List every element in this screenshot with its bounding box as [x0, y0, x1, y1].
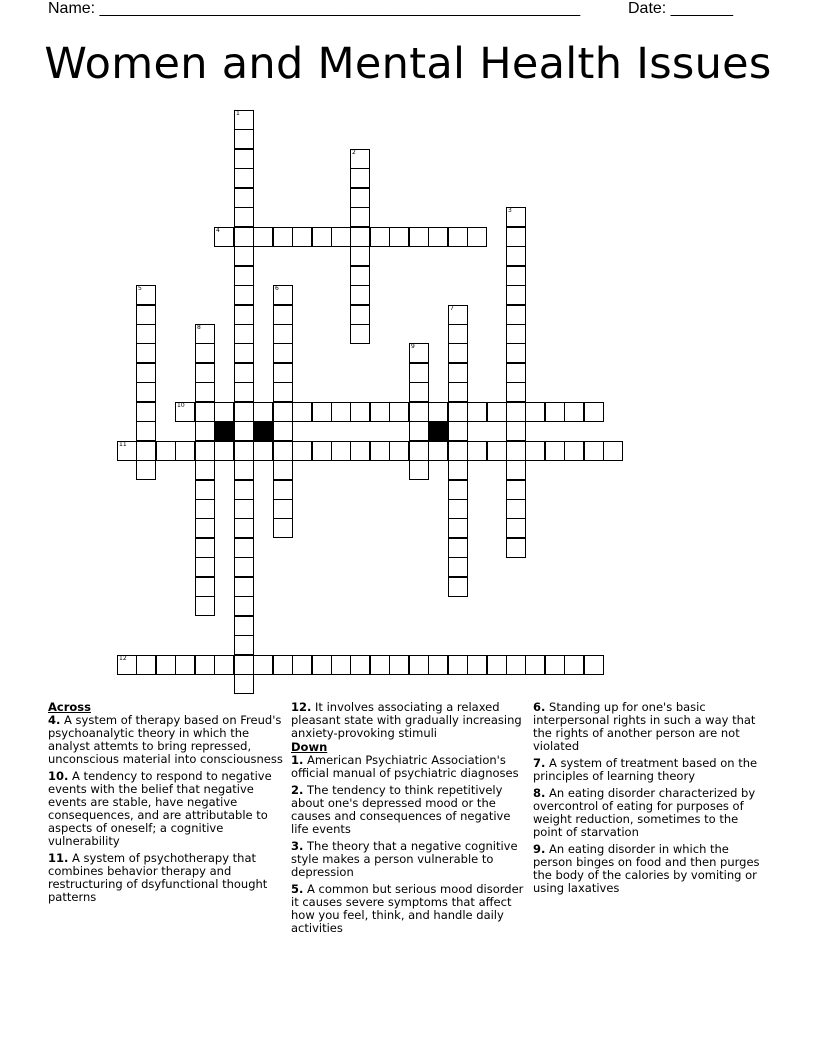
- answer-cell[interactable]: [156, 655, 176, 675]
- answer-cell[interactable]: [195, 577, 215, 597]
- answer-cell[interactable]: [117, 441, 137, 461]
- answer-cell[interactable]: [525, 402, 545, 422]
- answer-cell[interactable]: [234, 441, 254, 461]
- clue-across-4: [48, 714, 284, 766]
- answer-cell[interactable]: [545, 655, 565, 675]
- clue-text: American Psychiatric Association's official manual of psychiatric diagnoses: [291, 753, 519, 780]
- answer-cell[interactable]: [331, 441, 351, 461]
- answer-cell[interactable]: [195, 441, 215, 461]
- answer-cell[interactable]: [195, 655, 215, 675]
- answer-cell[interactable]: [214, 227, 234, 247]
- answer-cell[interactable]: [350, 285, 370, 305]
- answer-cell[interactable]: [409, 402, 429, 422]
- answer-cell[interactable]: [448, 402, 468, 422]
- answer-cell[interactable]: [370, 402, 390, 422]
- answer-cell[interactable]: [448, 538, 468, 558]
- answer-cell[interactable]: [234, 518, 254, 538]
- answer-cell[interactable]: [175, 441, 195, 461]
- answer-cell[interactable]: [234, 480, 254, 500]
- answer-cell[interactable]: [273, 227, 293, 247]
- clue-number-label: 3: [508, 207, 512, 214]
- answer-cell[interactable]: [234, 616, 254, 636]
- answer-cell[interactable]: [370, 441, 390, 461]
- clue-down-7: [533, 757, 769, 783]
- answer-cell[interactable]: [273, 480, 293, 500]
- answer-cell[interactable]: [312, 655, 332, 675]
- answer-cell[interactable]: [234, 207, 254, 227]
- answer-cell[interactable]: [350, 188, 370, 208]
- answer-cell[interactable]: [234, 285, 254, 305]
- answer-cell[interactable]: [350, 266, 370, 286]
- name-line: Name: ______________________________________________________: [48, 0, 581, 17]
- clue-number: 9.: [533, 842, 546, 856]
- answer-cell[interactable]: [136, 363, 156, 383]
- clue-text: A common but serious mood disorder it causes severe symptoms that affect how you feel, think, and handle daily activities: [291, 882, 524, 935]
- answer-cell[interactable]: [506, 227, 526, 247]
- clue-text: An eating disorder characterized by overcontrol of eating for purposes of weight reduction, sometimes to the point of starvation: [533, 786, 756, 839]
- answer-cell[interactable]: [350, 655, 370, 675]
- answer-cell[interactable]: [273, 441, 293, 461]
- date-line: Date: _______: [628, 0, 733, 17]
- clue-down-2: [291, 784, 527, 836]
- answer-cell[interactable]: [195, 402, 215, 422]
- answer-cell[interactable]: [389, 402, 409, 422]
- answer-cell[interactable]: [350, 402, 370, 422]
- clue-number-label: 7: [450, 305, 454, 312]
- clues-column-2: [291, 701, 527, 939]
- answer-cell[interactable]: [506, 363, 526, 383]
- block-cell: [214, 421, 234, 441]
- answer-cell[interactable]: [312, 441, 332, 461]
- clue-down-1: [291, 754, 527, 780]
- answer-cell[interactable]: [584, 402, 604, 422]
- clue-number: 12.: [291, 700, 312, 714]
- answer-cell[interactable]: [487, 655, 507, 675]
- answer-cell[interactable]: [136, 324, 156, 344]
- block-cell: [253, 421, 273, 441]
- answer-cell[interactable]: [273, 324, 293, 344]
- answer-cell[interactable]: [564, 655, 584, 675]
- answer-cell[interactable]: [487, 441, 507, 461]
- clue-number: 11.: [48, 851, 69, 865]
- answer-cell[interactable]: [234, 324, 254, 344]
- clue-number-label: 9: [411, 343, 415, 350]
- clue-across-11: [48, 852, 284, 904]
- answer-cell[interactable]: [389, 655, 409, 675]
- clue-text: It involves associating a relaxed pleasant state with gradually increasing anxiety-provoking stimuli: [291, 700, 522, 740]
- answer-cell[interactable]: [136, 421, 156, 441]
- answer-cell[interactable]: [448, 324, 468, 344]
- answer-cell[interactable]: [195, 596, 215, 616]
- answer-cell[interactable]: [506, 285, 526, 305]
- answer-cell[interactable]: [409, 227, 429, 247]
- answer-cell[interactable]: [214, 655, 234, 675]
- answer-cell[interactable]: [331, 227, 351, 247]
- answer-cell[interactable]: [136, 441, 156, 461]
- answer-cell[interactable]: [409, 460, 429, 480]
- answer-cell[interactable]: [195, 382, 215, 402]
- answer-cell[interactable]: [234, 129, 254, 149]
- clue-text: The theory that a negative cognitive style makes a person vulnerable to depression: [291, 839, 518, 879]
- answer-cell[interactable]: [350, 441, 370, 461]
- answer-cell[interactable]: [292, 402, 312, 422]
- clue-down-3: [291, 840, 527, 879]
- clue-number: 3.: [291, 839, 304, 853]
- clue-number: 10.: [48, 769, 69, 783]
- clue-down-6: [533, 701, 769, 753]
- answer-cell[interactable]: [350, 207, 370, 227]
- answer-cell[interactable]: [234, 596, 254, 616]
- answer-cell[interactable]: [409, 421, 429, 441]
- answer-cell[interactable]: [525, 655, 545, 675]
- answer-cell[interactable]: [564, 402, 584, 422]
- clue-number: 6.: [533, 700, 546, 714]
- answer-cell[interactable]: [448, 227, 468, 247]
- clue-down-5: [291, 883, 527, 935]
- clue-text: A tendency to respond to negative events with the belief that negative events are stable, have negative consequences, and are attributable to aspects of oneself; a cognitive vulnerability: [48, 769, 272, 848]
- answer-cell[interactable]: [350, 168, 370, 188]
- answer-cell[interactable]: [448, 421, 468, 441]
- answer-cell[interactable]: [409, 382, 429, 402]
- answer-cell[interactable]: [234, 538, 254, 558]
- answer-cell[interactable]: [273, 421, 293, 441]
- answer-cell[interactable]: [234, 266, 254, 286]
- answer-cell[interactable]: [331, 655, 351, 675]
- answer-cell[interactable]: [350, 305, 370, 325]
- answer-cell[interactable]: [312, 227, 332, 247]
- answer-cell[interactable]: [136, 402, 156, 422]
- clue-down-8: [533, 787, 769, 839]
- answer-cell[interactable]: [195, 460, 215, 480]
- down-heading: Down: [291, 740, 328, 754]
- answer-cell[interactable]: [234, 674, 254, 694]
- answer-cell[interactable]: [195, 557, 215, 577]
- answer-cell[interactable]: [467, 441, 487, 461]
- answer-cell[interactable]: [506, 655, 526, 675]
- block-cell: [428, 421, 448, 441]
- answer-cell[interactable]: [234, 655, 254, 675]
- clue-number-label: 11: [119, 441, 127, 448]
- clue-text: Standing up for one's basic interpersonal rights in such a way that the rights of another person are not violated: [533, 700, 756, 753]
- answer-cell[interactable]: [195, 538, 215, 558]
- answer-cell[interactable]: [428, 227, 448, 247]
- answer-cell[interactable]: [292, 655, 312, 675]
- clue-text: The tendency to think repetitively about one's depressed mood or the causes and consequences of negative life events: [291, 783, 511, 836]
- answer-cell[interactable]: [117, 655, 137, 675]
- answer-cell[interactable]: [136, 382, 156, 402]
- answer-cell[interactable]: [428, 655, 448, 675]
- answer-cell[interactable]: [234, 168, 254, 188]
- answer-cell[interactable]: [195, 480, 215, 500]
- answer-cell[interactable]: [234, 305, 254, 325]
- answer-cell[interactable]: [506, 402, 526, 422]
- clue-down-9: [533, 843, 769, 895]
- answer-cell[interactable]: [467, 227, 487, 247]
- clue-number-label: 10: [177, 402, 185, 409]
- answer-cell[interactable]: [350, 246, 370, 266]
- answer-cell[interactable]: [253, 227, 273, 247]
- answer-cell[interactable]: [448, 441, 468, 461]
- answer-cell[interactable]: [273, 285, 293, 305]
- answer-cell[interactable]: [156, 441, 176, 461]
- answer-cell[interactable]: [506, 246, 526, 266]
- page-title: Women and Mental Health Issues: [44, 39, 772, 89]
- clue-number-label: 6: [275, 285, 279, 292]
- clue-text: An eating disorder in which the person binges on food and then purges the body of the calories by vomiting or using laxatives: [533, 842, 760, 895]
- answer-cell[interactable]: [506, 266, 526, 286]
- clue-across-10: [48, 770, 284, 848]
- clue-number: 8.: [533, 786, 546, 800]
- clue-number-label: 4: [216, 227, 220, 234]
- answer-cell[interactable]: [603, 441, 623, 461]
- answer-cell[interactable]: [506, 421, 526, 441]
- answer-cell[interactable]: [409, 343, 429, 363]
- answer-cell[interactable]: [467, 402, 487, 422]
- answer-cell[interactable]: [506, 324, 526, 344]
- answer-cell[interactable]: [448, 480, 468, 500]
- answer-cell[interactable]: [350, 324, 370, 344]
- answer-cell[interactable]: [350, 149, 370, 169]
- answer-cell[interactable]: [370, 655, 390, 675]
- answer-cell[interactable]: [253, 402, 273, 422]
- answer-cell[interactable]: [273, 518, 293, 538]
- across-heading: Across: [48, 700, 91, 714]
- clues-column-3: [533, 701, 769, 899]
- answer-cell[interactable]: [506, 343, 526, 363]
- answer-cell[interactable]: [487, 402, 507, 422]
- clue-number-label: 5: [138, 285, 142, 292]
- answer-cell[interactable]: [136, 343, 156, 363]
- clue-text: A system of psychotherapy that combines behavior therapy and restructuring of dsyfunctional thought patterns: [48, 851, 268, 904]
- clue-number: 2.: [291, 783, 304, 797]
- answer-cell[interactable]: [545, 441, 565, 461]
- clues-column-1: [48, 701, 284, 908]
- clue-across-12: [291, 701, 527, 740]
- answer-cell[interactable]: [234, 421, 254, 441]
- clue-number: 5.: [291, 882, 304, 896]
- answer-cell[interactable]: [506, 460, 526, 480]
- answer-cell[interactable]: [273, 402, 293, 422]
- clue-number: 1.: [291, 753, 304, 767]
- answer-cell[interactable]: [331, 402, 351, 422]
- answer-cell[interactable]: [409, 441, 429, 461]
- answer-cell[interactable]: [448, 363, 468, 383]
- answer-cell[interactable]: [564, 441, 584, 461]
- answer-cell[interactable]: [448, 382, 468, 402]
- answer-cell[interactable]: [234, 635, 254, 655]
- answer-cell[interactable]: [175, 655, 195, 675]
- answer-cell[interactable]: [234, 246, 254, 266]
- answer-cell[interactable]: [273, 460, 293, 480]
- answer-cell[interactable]: [506, 538, 526, 558]
- answer-cell[interactable]: [584, 655, 604, 675]
- answer-cell[interactable]: [234, 110, 254, 130]
- answer-cell[interactable]: [253, 441, 273, 461]
- answer-cell[interactable]: [506, 441, 526, 461]
- answer-cell[interactable]: [214, 441, 234, 461]
- answer-cell[interactable]: [234, 343, 254, 363]
- clue-number: 4.: [48, 713, 61, 727]
- answer-cell[interactable]: [273, 363, 293, 383]
- answer-cell[interactable]: [545, 402, 565, 422]
- answer-cell[interactable]: [234, 382, 254, 402]
- clue-text: A system of therapy based on Freud's psychoanalytic theory in which the analyst attemts to bring repressed, unconscious material into consciousness: [48, 713, 283, 766]
- answer-cell[interactable]: [234, 499, 254, 519]
- answer-cell[interactable]: [448, 460, 468, 480]
- answer-cell[interactable]: [448, 305, 468, 325]
- answer-cell[interactable]: [506, 518, 526, 538]
- clue-number-label: 8: [197, 324, 201, 331]
- answer-cell[interactable]: [409, 655, 429, 675]
- answer-cell[interactable]: [312, 402, 332, 422]
- clue-text: A system of treatment based on the principles of learning theory: [533, 756, 758, 783]
- answer-cell[interactable]: [525, 441, 545, 461]
- answer-cell[interactable]: [506, 382, 526, 402]
- answer-cell[interactable]: [234, 577, 254, 597]
- answer-cell[interactable]: [136, 655, 156, 675]
- answer-cell[interactable]: [195, 324, 215, 344]
- answer-cell[interactable]: [214, 402, 234, 422]
- answer-cell[interactable]: [195, 421, 215, 441]
- answer-cell[interactable]: [428, 441, 448, 461]
- answer-cell[interactable]: [506, 207, 526, 227]
- answer-cell[interactable]: [584, 441, 604, 461]
- answer-cell[interactable]: [234, 460, 254, 480]
- answer-cell[interactable]: [506, 499, 526, 519]
- answer-cell[interactable]: [273, 382, 293, 402]
- answer-cell[interactable]: [467, 655, 487, 675]
- answer-cell[interactable]: [273, 499, 293, 519]
- answer-cell[interactable]: [448, 557, 468, 577]
- clue-number-label: 12: [119, 655, 127, 662]
- answer-cell[interactable]: [253, 655, 273, 675]
- answer-cell[interactable]: [273, 305, 293, 325]
- answer-cell[interactable]: [195, 363, 215, 383]
- answer-cell[interactable]: [234, 149, 254, 169]
- answer-cell[interactable]: [234, 227, 254, 247]
- answer-cell[interactable]: [234, 557, 254, 577]
- answer-cell[interactable]: [448, 655, 468, 675]
- answer-cell[interactable]: [234, 363, 254, 383]
- answer-cell[interactable]: [273, 343, 293, 363]
- answer-cell[interactable]: [389, 441, 409, 461]
- answer-cell[interactable]: [506, 305, 526, 325]
- answer-cell[interactable]: [448, 518, 468, 538]
- clue-number: 7.: [533, 756, 546, 770]
- clue-number-label: 2: [352, 149, 356, 156]
- answer-cell[interactable]: [292, 227, 312, 247]
- answer-cell[interactable]: [195, 343, 215, 363]
- clue-number-label: 1: [236, 110, 240, 117]
- answer-cell[interactable]: [136, 285, 156, 305]
- answer-cell[interactable]: [195, 499, 215, 519]
- answer-cell[interactable]: [136, 460, 156, 480]
- answer-cell[interactable]: [292, 441, 312, 461]
- answer-cell[interactable]: [448, 499, 468, 519]
- answer-cell[interactable]: [409, 363, 429, 383]
- answer-cell[interactable]: [350, 227, 370, 247]
- answer-cell[interactable]: [370, 227, 390, 247]
- answer-cell[interactable]: [506, 480, 526, 500]
- answer-cell[interactable]: [195, 518, 215, 538]
- answer-cell[interactable]: [234, 188, 254, 208]
- answer-cell[interactable]: [389, 227, 409, 247]
- answer-cell[interactable]: [428, 402, 448, 422]
- answer-cell[interactable]: [448, 577, 468, 597]
- answer-cell[interactable]: [448, 343, 468, 363]
- answer-cell[interactable]: [273, 655, 293, 675]
- answer-cell[interactable]: [136, 305, 156, 325]
- answer-cell[interactable]: [175, 402, 195, 422]
- answer-cell[interactable]: [234, 402, 254, 422]
